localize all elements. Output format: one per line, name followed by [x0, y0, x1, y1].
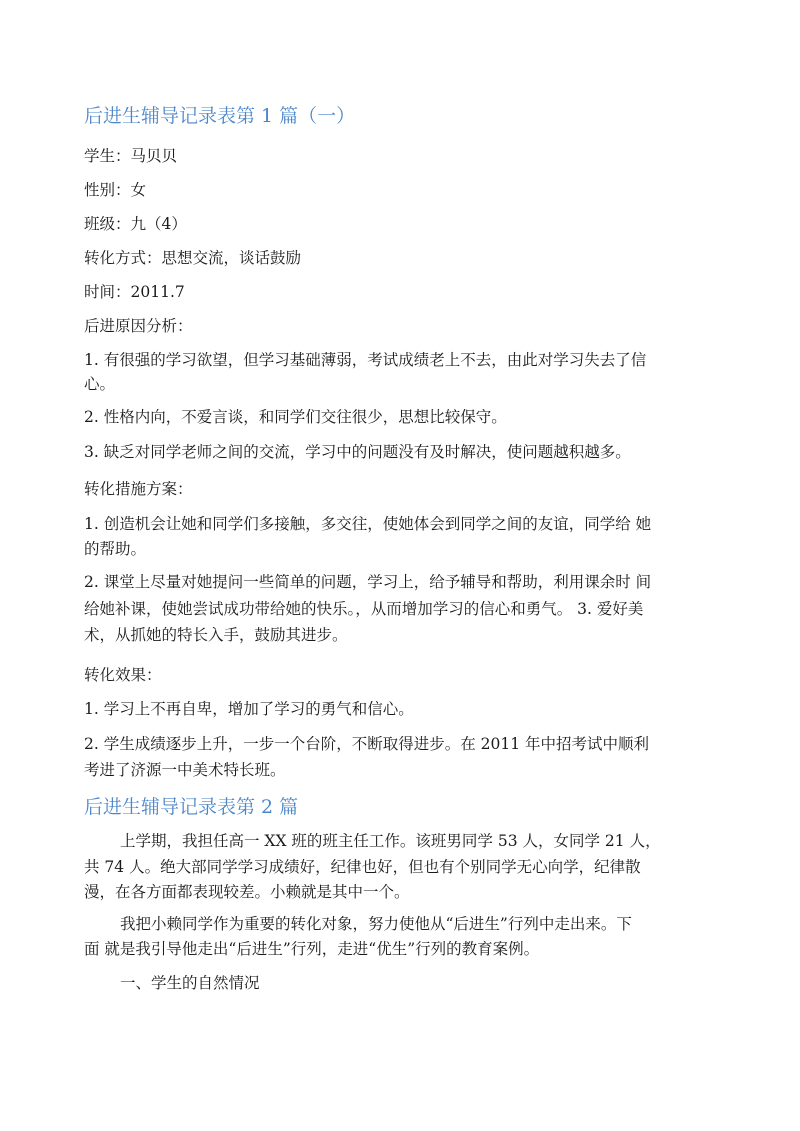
measure-1-line-2: 的帮助。: [84, 540, 147, 558]
student-name: 学生：马贝贝: [84, 147, 178, 165]
para-1-line-2: 共 74 人。绝大部同学学习成绩好，纪律也好，但也有个别同学无心向学，纪律散: [84, 858, 641, 876]
measures-heading: 转化措施方案：: [84, 480, 193, 498]
student-class: 班级：九（4）: [84, 215, 187, 233]
measure-2-line-1: 2. 课堂上尽量对她提问一些简单的问题，学习上，给予辅导和帮助，利用课余时 间: [84, 573, 652, 591]
para-2-line-2: 面 就是我引导他走出“后进生”行列，走进“优生”行列的教育案例。: [84, 940, 540, 958]
subheading-natural-situation: 一、学生的自然情况: [120, 974, 260, 992]
section1-title: 后进生辅导记录表第 1 篇（一）: [84, 105, 356, 127]
para-1-line-1: 上学期，我担任高一 XX 班的班主任工作。该班男同学 53 人，女同学 21 人，: [120, 832, 661, 850]
record-time: 时间：2011.7: [84, 283, 185, 301]
section2-title: 后进生辅导记录表第 2 篇: [84, 796, 299, 818]
effect-2-line-1: 2. 学生成绩逐步上升，一步一个台阶，不断取得进步。在 2011 年中招考试中顺利: [84, 735, 650, 753]
measure-2-line-2: 给她补课，使她尝试成功带给她的快乐。，从而增加学习的信心和勇气。 3. 爱好美: [84, 600, 644, 618]
effect-1: 1. 学习上不再自卑，增加了学习的勇气和信心。: [84, 700, 414, 718]
para-1-line-3: 漫，在各方面都表现较差。小赖就是其中一个。: [84, 883, 410, 901]
effect-heading: 转化效果：: [84, 666, 162, 684]
para-2-line-1: 我把小赖同学作为重要的转化对象，努力使他从“后进生”行列中走出来。下: [120, 915, 632, 933]
reason-1-line-2: 心。: [84, 375, 116, 393]
reasons-heading: 后进原因分析：: [84, 317, 193, 335]
effect-2-line-2: 考进了济源一中美术特长班。: [84, 761, 286, 779]
reason-3: 3. 缺乏对同学老师之间的交流，学习中的问题没有及时解决，使问题越积越多。: [84, 443, 631, 461]
reason-2: 2. 性格内向，不爱言谈，和同学们交往很少，思想比较保守。: [84, 408, 507, 426]
reason-1-line-1: 1. 有很强的学习欲望，但学习基础薄弱，考试成绩老上不去，由此对学习失去了信: [84, 351, 647, 369]
measure-2-line-3: 术，从抓她的特长入手，鼓励其进步。: [84, 626, 348, 644]
conversion-method: 转化方式：思想交流，谈话鼓励: [84, 249, 302, 267]
measure-1-line-1: 1. 创造机会让她和同学们多接触，多交往，使她体会到同学之间的友谊，同学给 她: [84, 515, 652, 533]
student-gender: 性别：女: [84, 181, 147, 199]
